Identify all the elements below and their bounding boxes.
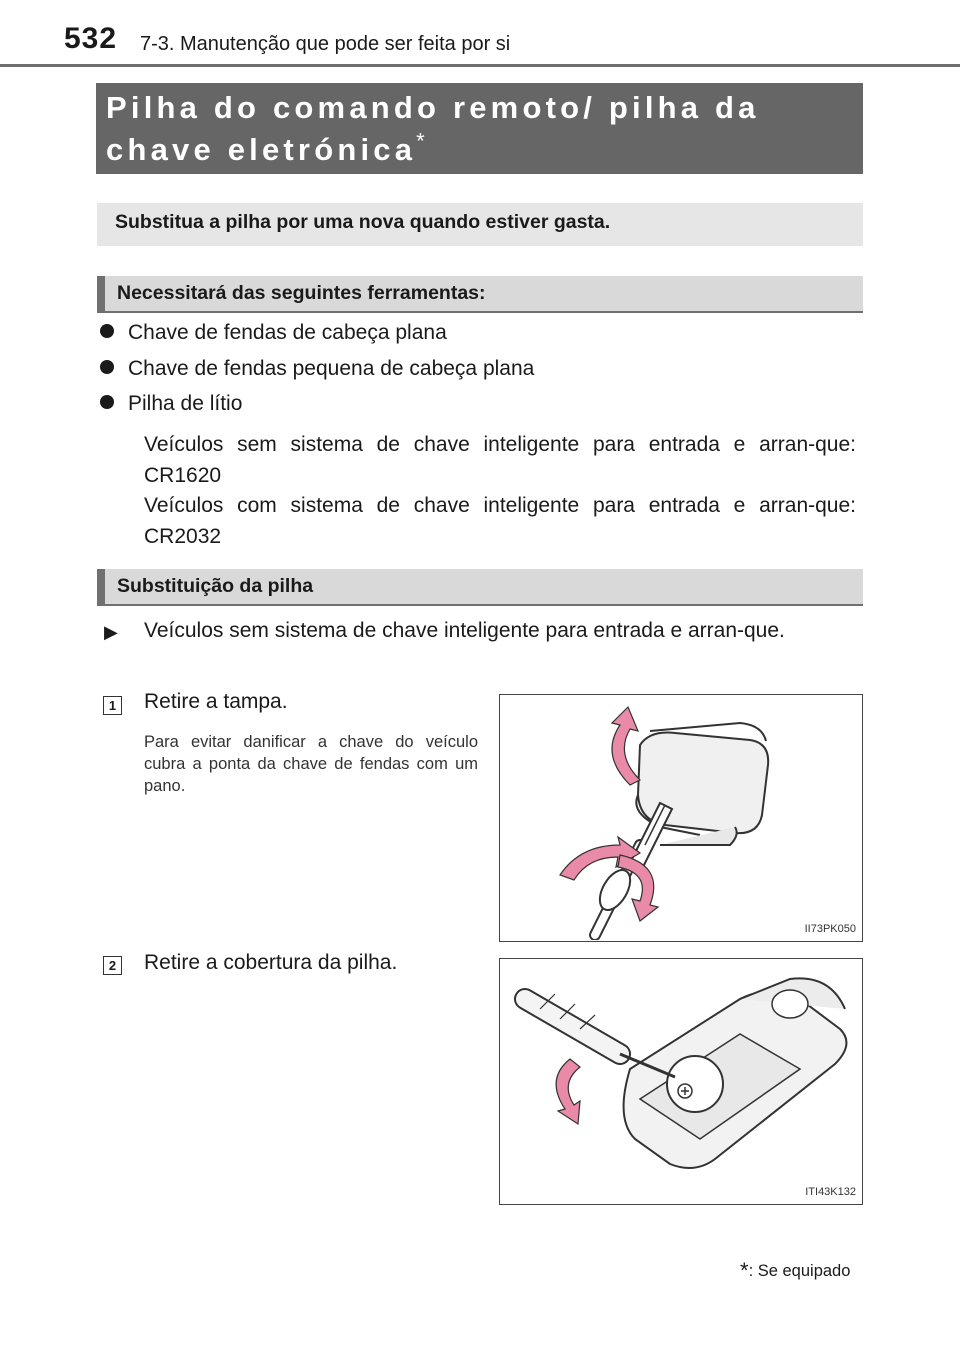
condition-text: Veículos sem sistema de chave inteligente para entrada e arran-que. <box>144 619 785 642</box>
page-title <box>96 83 863 174</box>
list-item <box>96 321 447 345</box>
list-item-text: Chave de fendas pequena de cabeça plana <box>128 357 535 380</box>
footnote <box>740 1258 850 1284</box>
figure-remove-battery-cover <box>499 958 863 1205</box>
step-number-badge: 1 <box>103 696 122 715</box>
list-item <box>96 392 242 416</box>
section-heading-tools: Necessitará das seguintes ferramentas: <box>97 276 863 313</box>
figure-code: II73PK050 <box>804 923 856 935</box>
page-number: 532 <box>64 22 118 55</box>
bullet-icon <box>100 395 114 409</box>
battery-type-note: Veículos sem sistema de chave inteligente para entrada e arran-que: CR1620 <box>144 433 856 487</box>
intro-box: Substitua a pilha por uma nova quando estiver gasta. <box>97 203 863 246</box>
asterisk-icon: * <box>740 1258 749 1283</box>
header-divider <box>0 64 960 67</box>
key-cover-illustration-icon <box>500 695 861 940</box>
step-text: Retire a cobertura da pilha. <box>144 951 398 974</box>
running-header: 7-3. Manutenção que pode ser feita por si <box>140 33 511 55</box>
page-title-text: Pilha do comando remoto/ pilha da chave eletrónica <box>106 90 760 167</box>
bullet-icon <box>100 324 114 338</box>
figure-code: ITI43K132 <box>805 1186 856 1198</box>
figure-remove-cover <box>499 694 863 942</box>
list-item <box>96 357 534 381</box>
title-asterisk-icon: * <box>416 128 429 154</box>
list-item-text: Chave de fendas de cabeça plana <box>128 321 447 344</box>
footnote-text: : Se equipado <box>748 1262 851 1280</box>
battery-cover-illustration-icon <box>500 959 861 1203</box>
triangle-right-icon: ▶ <box>104 622 118 642</box>
section-heading-replacement: Substituição da pilha <box>97 569 863 606</box>
step-text: Retire a tampa. <box>144 690 288 713</box>
step-note: Para evitar danificar a chave do veículo cubra a ponta da chave de fendas com um pano. <box>144 733 478 795</box>
battery-type-note: Veículos com sistema de chave inteligente para entrada e arran-que: CR2032 <box>144 494 856 548</box>
bullet-icon <box>100 360 114 374</box>
list-item-text: Pilha de lítio <box>128 392 243 415</box>
step-number-badge: 2 <box>103 956 122 975</box>
